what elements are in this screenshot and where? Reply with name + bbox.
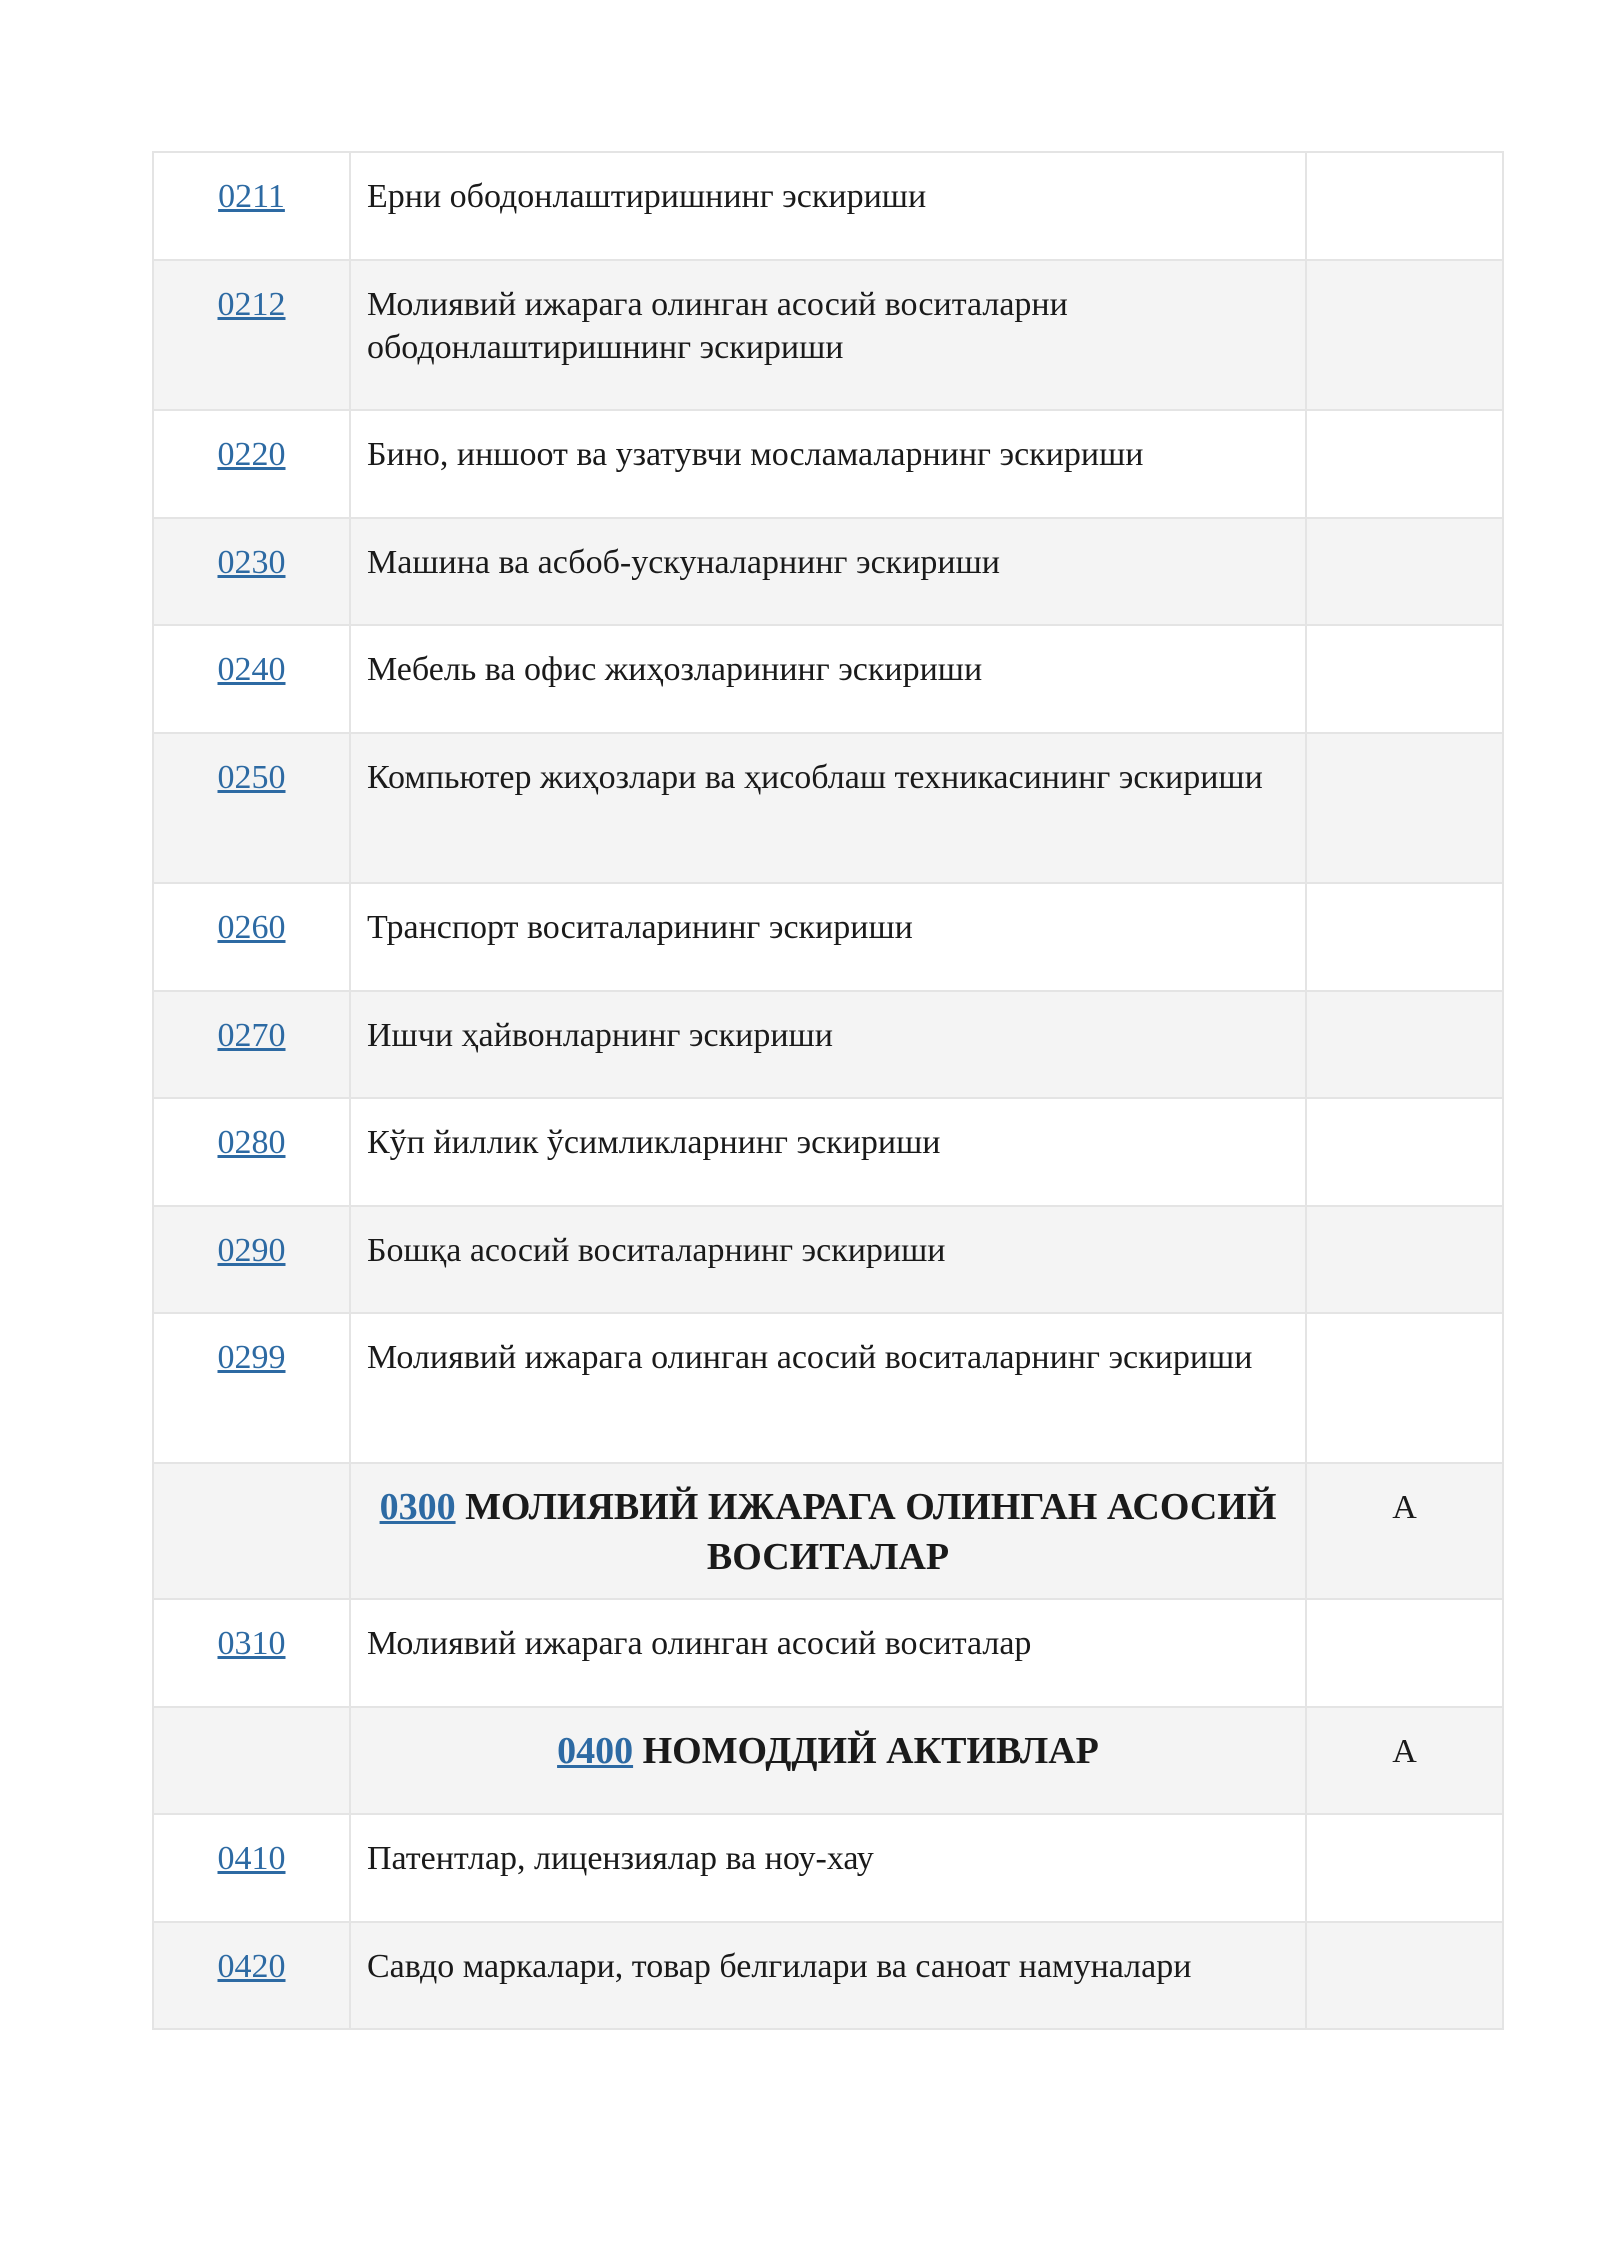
account-type-cell (1306, 1313, 1503, 1463)
account-code-link[interactable]: 0230 (217, 544, 286, 581)
table-row (153, 991, 1503, 1098)
account-description: Компьютер жиҳозлари ва ҳисоблаш техникасининг эскириши (350, 733, 1306, 883)
code-cell (153, 733, 350, 883)
account-type-cell (1306, 152, 1503, 260)
account-type-cell (1306, 1206, 1503, 1313)
code-cell (153, 410, 350, 518)
account-description: Транспорт воситаларининг эскириши (350, 883, 1306, 991)
account-type-cell (1306, 260, 1503, 410)
account-type-cell (1306, 883, 1503, 991)
account-type-cell (1306, 1814, 1503, 1922)
account-description: Ишчи ҳайвонларнинг эскириши (350, 991, 1306, 1098)
account-code-link[interactable]: 0211 (218, 178, 285, 215)
account-code-link[interactable]: 0410 (217, 1840, 286, 1877)
account-description: Бошқа асосий воситаларнинг эскириши (350, 1206, 1306, 1313)
code-cell (153, 991, 350, 1098)
code-cell (153, 152, 350, 260)
code-cell (153, 1098, 350, 1206)
account-code-link[interactable]: 0310 (217, 1625, 286, 1662)
code-cell-empty (153, 1707, 350, 1814)
account-description: Мебель ва офис жиҳозларининг эскириши (350, 625, 1306, 733)
code-cell (153, 260, 350, 410)
table-row (153, 1206, 1503, 1313)
table-row (153, 518, 1503, 625)
section-row (153, 1707, 1503, 1814)
table-row (153, 1922, 1503, 2029)
account-code-link[interactable]: 0260 (217, 909, 286, 946)
account-description: Савдо маркалари, товар белгилари ва саноат намуналари (350, 1922, 1306, 2029)
account-code-link[interactable]: 0250 (217, 759, 286, 796)
account-code-link[interactable]: 0220 (217, 436, 286, 473)
section-code-link[interactable]: 0300 (379, 1486, 456, 1528)
account-description: Кўп йиллик ўсимликларнинг эскириши (350, 1098, 1306, 1206)
code-cell (153, 1814, 350, 1922)
table-row (153, 883, 1503, 991)
code-cell (153, 1599, 350, 1707)
code-cell (153, 1313, 350, 1463)
account-description: Машина ва асбоб-ускуналарнинг эскириши (350, 518, 1306, 625)
account-code-link[interactable]: 0290 (217, 1232, 286, 1269)
table-row (153, 733, 1503, 883)
section-code-link[interactable]: 0400 (557, 1730, 634, 1772)
account-type-cell: А (1306, 1463, 1503, 1599)
account-code-link[interactable]: 0270 (217, 1017, 286, 1054)
table-row (153, 625, 1503, 733)
account-type-cell (1306, 625, 1503, 733)
account-type-cell (1306, 518, 1503, 625)
account-type-cell (1306, 991, 1503, 1098)
code-cell-empty (153, 1463, 350, 1599)
account-description: Бино, иншоот ва узатувчи мосламаларнинг эскириши (350, 410, 1306, 518)
table-row (153, 152, 1503, 260)
account-code-link[interactable]: 0299 (217, 1339, 286, 1376)
table-row (153, 1313, 1503, 1463)
code-cell (153, 625, 350, 733)
section-title-cell (350, 1463, 1306, 1599)
account-type-cell (1306, 410, 1503, 518)
table-row (153, 1814, 1503, 1922)
code-cell (153, 1922, 350, 2029)
account-code-link[interactable]: 0212 (217, 286, 286, 323)
account-type-cell (1306, 1098, 1503, 1206)
section-title: НОМОДДИЙ АКТИВЛАР (642, 1730, 1099, 1772)
account-description: Ерни ободонлаштиришнинг эскириши (350, 152, 1306, 260)
table-row (153, 1098, 1503, 1206)
account-description: Молиявий ижарага олинган асосий воситаларни ободонлаштиришнинг эскириши (350, 260, 1306, 410)
account-type-cell (1306, 1599, 1503, 1707)
section-title-cell (350, 1707, 1306, 1814)
account-type-cell (1306, 733, 1503, 883)
section-title: МОЛИЯВИЙ ИЖАРАГА ОЛИНГАН АСОСИЙ ВОСИТАЛАР (465, 1486, 1277, 1578)
account-type-cell: А (1306, 1707, 1503, 1814)
table-row (153, 1599, 1503, 1707)
account-code-link[interactable]: 0240 (217, 651, 286, 688)
account-description: Молиявий ижарага олинган асосий воситаларнинг эскириши (350, 1313, 1306, 1463)
code-cell (153, 883, 350, 991)
code-cell (153, 518, 350, 625)
table-row (153, 260, 1503, 410)
account-code-link[interactable]: 0280 (217, 1124, 286, 1161)
section-row (153, 1463, 1503, 1599)
accounts-table-body (153, 152, 1503, 2029)
account-description: Молиявий ижарага олинган асосий воситалар (350, 1599, 1306, 1707)
code-cell (153, 1206, 350, 1313)
accounts-table (152, 151, 1504, 2030)
account-code-link[interactable]: 0420 (217, 1948, 286, 1985)
account-description: Патентлар, лицензиялар ва ноу-хау (350, 1814, 1306, 1922)
table-row (153, 410, 1503, 518)
account-type-cell (1306, 1922, 1503, 2029)
